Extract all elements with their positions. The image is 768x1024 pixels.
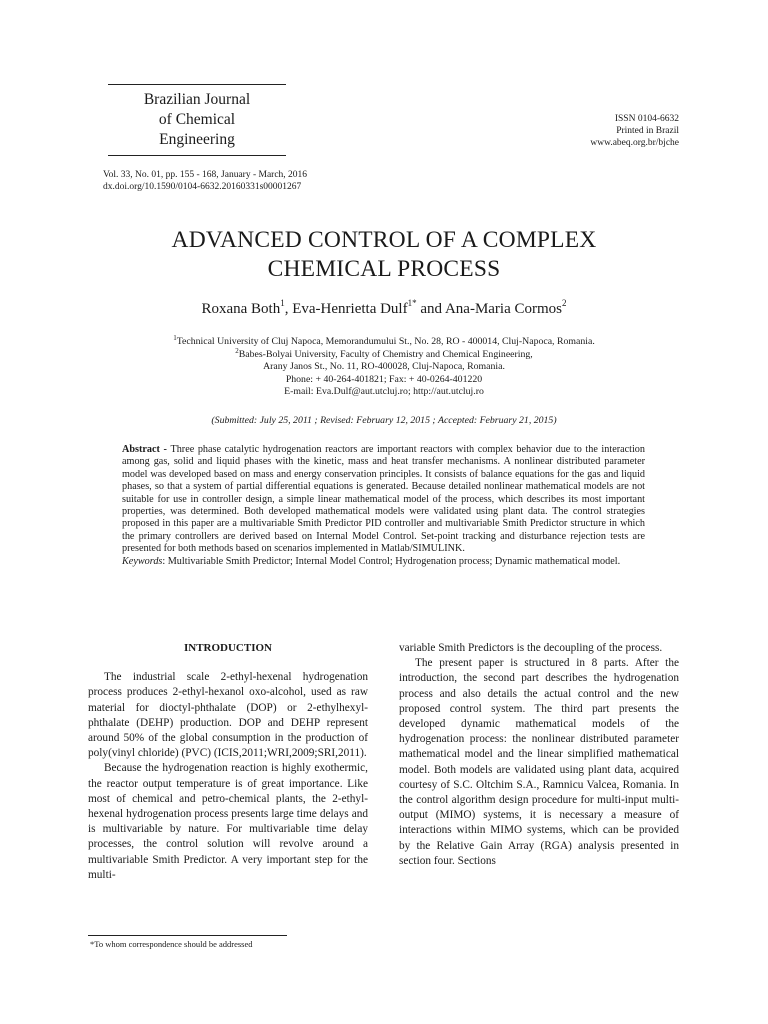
keywords <box>122 556 645 568</box>
journal-name-line-3: Engineering <box>159 131 235 148</box>
volume-info <box>103 169 307 193</box>
body-paragraph: The industrial scale 2-ethyl-hexenal hydrogenation process produces 2-ethyl-hexanol oxo-alcohol, used as raw material for dioctyl-phthalate (DOP) or 2-ethylhexyl-phthalate (DEHP) production. DOP and DEHP represent around 50% of the global consumption in the production of poly(vinyl chloride) (PVC) (ICIS,2011;WRI,2009;SRI,2011). <box>88 671 368 760</box>
abstract <box>122 444 645 568</box>
body-paragraph: variable Smith Predictors is the decoupling of the process. <box>399 642 663 654</box>
contact-phone: Phone: + 40-264-401821; Fax: + 40-0264-401220 <box>285 373 483 385</box>
author-name: Roxana Both <box>201 301 281 317</box>
submission-dates: (Submitted: July 25, 2011 ; Revised: February 12, 2015 ; Accepted: February 21, 2015) <box>211 415 557 426</box>
contact-email: E-mail: Eva.Dulf@aut.utcluj.ro; http://aut.utcluj.ro <box>284 386 484 397</box>
author-affiliation-mark: 2 <box>562 298 567 308</box>
author-name: Eva-Henrietta Dulf <box>292 301 408 317</box>
volume-line: Vol. 33, No. 01, pp. 155 - 168, January - March, 2016 <box>103 170 308 180</box>
body-paragraph: The present paper is structured in 8 parts. After the introduction, the second part describes the hydrogenation process and also details the actual control and the new proposed control system. The third part presents the developed dynamic mathematical models of the hydrogenation process: the nonlinear distributed parameter mathematical model and the linear simplified mathematical model. Both models are validated using plant data, acquired courtesy of S.C. Oltchim S.A., Ramnicu Valcea, Romania. In the control algorithm design procedure for multi-input multi-output (MIMO) systems, it is necessary a measure of interactions within MIMO systems, which can be provided by the Relative Gain Array (RGA) analysis presented in section four. Sections <box>399 657 679 867</box>
abstract-paragraph <box>122 444 645 556</box>
affiliation-mark: 1 <box>173 334 177 342</box>
journal-url: www.abeq.org.br/bjche <box>590 138 679 148</box>
author-separator: , <box>284 301 293 317</box>
title-line-1: ADVANCED CONTROL OF A COMPLEX <box>171 227 597 253</box>
doi-line: dx.doi.org/10.1590/0104-6632.20160331s00001267 <box>103 182 302 192</box>
footnote: *To whom correspondence should be addressed <box>90 939 253 949</box>
issn-number: ISSN 0104-6632 <box>614 114 679 124</box>
journal-name-line-1: Brazilian Journal <box>143 91 251 108</box>
author-name: Ana-Maria Cormos <box>444 301 563 317</box>
body-column-left <box>88 641 368 883</box>
body-column-right <box>399 641 679 869</box>
keywords-text: : Multivariable Smith Predictor; Internal Model Control; Hydrogenation process; Dynamic mathematical model. <box>162 555 621 567</box>
affiliation-text: Babes-Bolyai University, Faculty of Chemistry and Chemical Engineering, <box>238 348 533 360</box>
author-separator: and <box>416 301 445 317</box>
affiliation-1 <box>0 336 768 349</box>
author-list <box>0 299 768 319</box>
journal-name-box <box>108 84 286 156</box>
printed-in: Printed in Brazil <box>616 126 679 136</box>
affiliations <box>0 336 768 399</box>
footnote-rule <box>88 935 287 936</box>
paper-title <box>0 226 768 284</box>
author-affiliation-mark: 1* <box>407 298 417 308</box>
section-heading-introduction: INTRODUCTION <box>183 642 272 654</box>
affiliation-text: Technical University of Cluj Napoca, Memorandumului St., No. 28, RO - 400014, Cluj-Napoca, Romania. <box>176 336 595 347</box>
journal-name-line-2: of Chemical <box>158 111 236 128</box>
affiliation-mark: 2 <box>235 346 239 355</box>
affiliation-2 <box>0 346 768 362</box>
issn-block <box>590 113 679 149</box>
abstract-text: Three phase catalytic hydrogenation reactors are important reactors with complex behavior due to the interaction among gas, solid and liquid phases with the kinetic, mass and heat transfer mechanisms. A nonlinear distributed parameter model was developed based on mass and energy conservation principles. It consists of balance equations for the gas and liquid phases, so that a system of partial differential equations is generated. Because detailed nonlinear mathematical models are not suitable for use in controller design, a simple linear mathematical model of the process, which describes its most important properties, was determined. Both developed mathematical models were validated using plant data. The control strategies proposed in this paper are a multivariable Smith Predictor PID controller and multivariable Smith Predictor structure in which the primary controllers are derived based on Internal Model Control. Set-point tracking and disturbance rejection tests are presented for both methods based on scenarios implemented in Matlab/SIMULINK. <box>122 444 645 555</box>
abstract-label: Abstract - <box>122 444 171 455</box>
body-paragraph: Because the hydrogenation reaction is highly exothermic, the reactor output temperature is of great importance. Like most of chemical and petro-chemical plants, the 2-ethyl-hexenal hydrogenation process presents large time delays and is multivariable by nature. For multivariable time delay processes, the control solution will revolve around a multivariable Smith Predictor. A very important step for the multi- <box>88 762 368 881</box>
author-affiliation-mark: 1 <box>280 298 285 308</box>
affiliation-2-address: Arany Janos St., No. 11, RO-400028, Cluj-Napoca, Romania. <box>263 361 505 372</box>
title-line-2: CHEMICAL PROCESS <box>267 256 501 282</box>
keywords-label: Keywords <box>122 555 163 567</box>
